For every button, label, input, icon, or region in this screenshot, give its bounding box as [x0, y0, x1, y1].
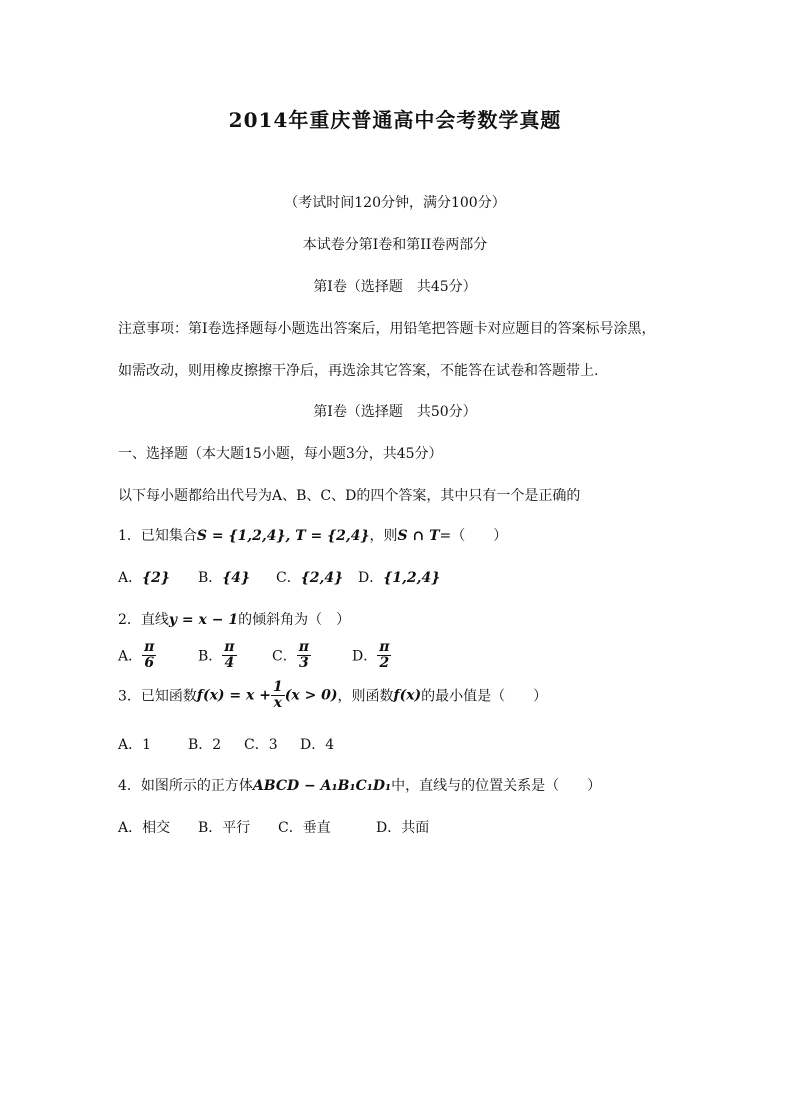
q3-option-a: A．1	[118, 737, 152, 753]
q4-option-c: C．垂直	[278, 820, 331, 836]
q4-prefix: 4．如图所示的正方体	[118, 778, 253, 794]
q1-mid: ，则	[369, 528, 398, 544]
q1-option-a: A．{2}	[118, 570, 170, 586]
q4-expr: ABCD − A₁B₁C₁D₁	[252, 778, 392, 794]
q2-option-c: C． $\frac{\pi}{3}$	[272, 639, 309, 671]
q2-expr: y = x − 1	[168, 612, 239, 628]
q1-options	[118, 567, 440, 587]
q4-options	[118, 817, 429, 837]
q1-prefix: 1．已知集合	[118, 528, 197, 544]
part1-header-2: 第I卷（选择题 共50分）	[313, 404, 477, 420]
q1-option-c: C．{2,4}	[276, 570, 344, 586]
exam-time: （考试时间120分钟，满分100分）	[284, 195, 506, 211]
section-1-heading: 一、选择题（本大题15小题，每小题3分，共45分）	[118, 446, 443, 462]
notice-line-1: 注意事项：第I卷选择题每小题选出答案后，用铅笔把答题卡对应题目的答案标号涂黑，	[118, 321, 656, 337]
q2-option-d: D． $\frac{\pi}{2}$	[352, 639, 390, 671]
question-2	[118, 609, 350, 629]
question-1	[118, 525, 507, 545]
q3-prefix: 3．已知函数	[118, 688, 197, 705]
q4-option-a: A．相交	[118, 820, 171, 836]
q3-expr2: f(x)	[393, 687, 422, 704]
q1-expr: S = {1,2,4}, T = {2,4}	[196, 528, 370, 544]
q3-expr-b: (x > 0)	[284, 687, 338, 704]
q3-option-d: D．4	[300, 737, 335, 753]
q4-option-d: D．共面	[376, 820, 430, 836]
page-title: 2014年重庆普通高中会考数学真题	[228, 108, 562, 132]
question-3	[118, 680, 547, 711]
q2-option-b: B． $\frac{\pi}{4}$	[198, 639, 235, 671]
q3-mid: ，则函数	[337, 688, 394, 705]
q3-fraction: $\frac{1}{x}$	[272, 679, 283, 711]
q3-suffix: 的最小值是（ ）	[421, 688, 548, 705]
q2-suffix: 的倾斜角为（ ）	[238, 612, 351, 628]
parts-note: 本试卷分第I卷和第II卷两部分	[302, 237, 488, 253]
q1-suffix: =（ ）	[439, 528, 508, 544]
q3-option-c: C．3	[244, 737, 278, 753]
q1-expr2: S ∩ T	[397, 528, 440, 544]
q4-option-b: B．平行	[198, 820, 251, 836]
q3-options	[118, 734, 334, 754]
instructions: 以下每小题都给出代号为A、B、C、D的四个答案，其中只有一个是正确的	[118, 488, 581, 504]
q3-expr-a: f(x) = x +	[196, 687, 271, 704]
part1-header: 第I卷（选择题 共45分）	[313, 279, 477, 295]
q1-option-d: D．{1,2,4}	[358, 570, 441, 586]
q1-option-b: B．{4}	[198, 570, 251, 586]
notice-line-2: 如需改动，则用橡皮擦擦干净后，再选涂其它答案，不能答在试卷和答题带上.	[118, 363, 599, 379]
q3-option-b: B．2	[188, 737, 222, 753]
q2-prefix: 2．直线	[118, 612, 169, 628]
question-4	[118, 775, 601, 795]
q4-suffix: 中，直线与的位置关系是（ ）	[391, 778, 602, 794]
q2-option-a: A． $\frac{\pi}{6}$	[118, 639, 155, 671]
q2-options	[118, 640, 391, 671]
